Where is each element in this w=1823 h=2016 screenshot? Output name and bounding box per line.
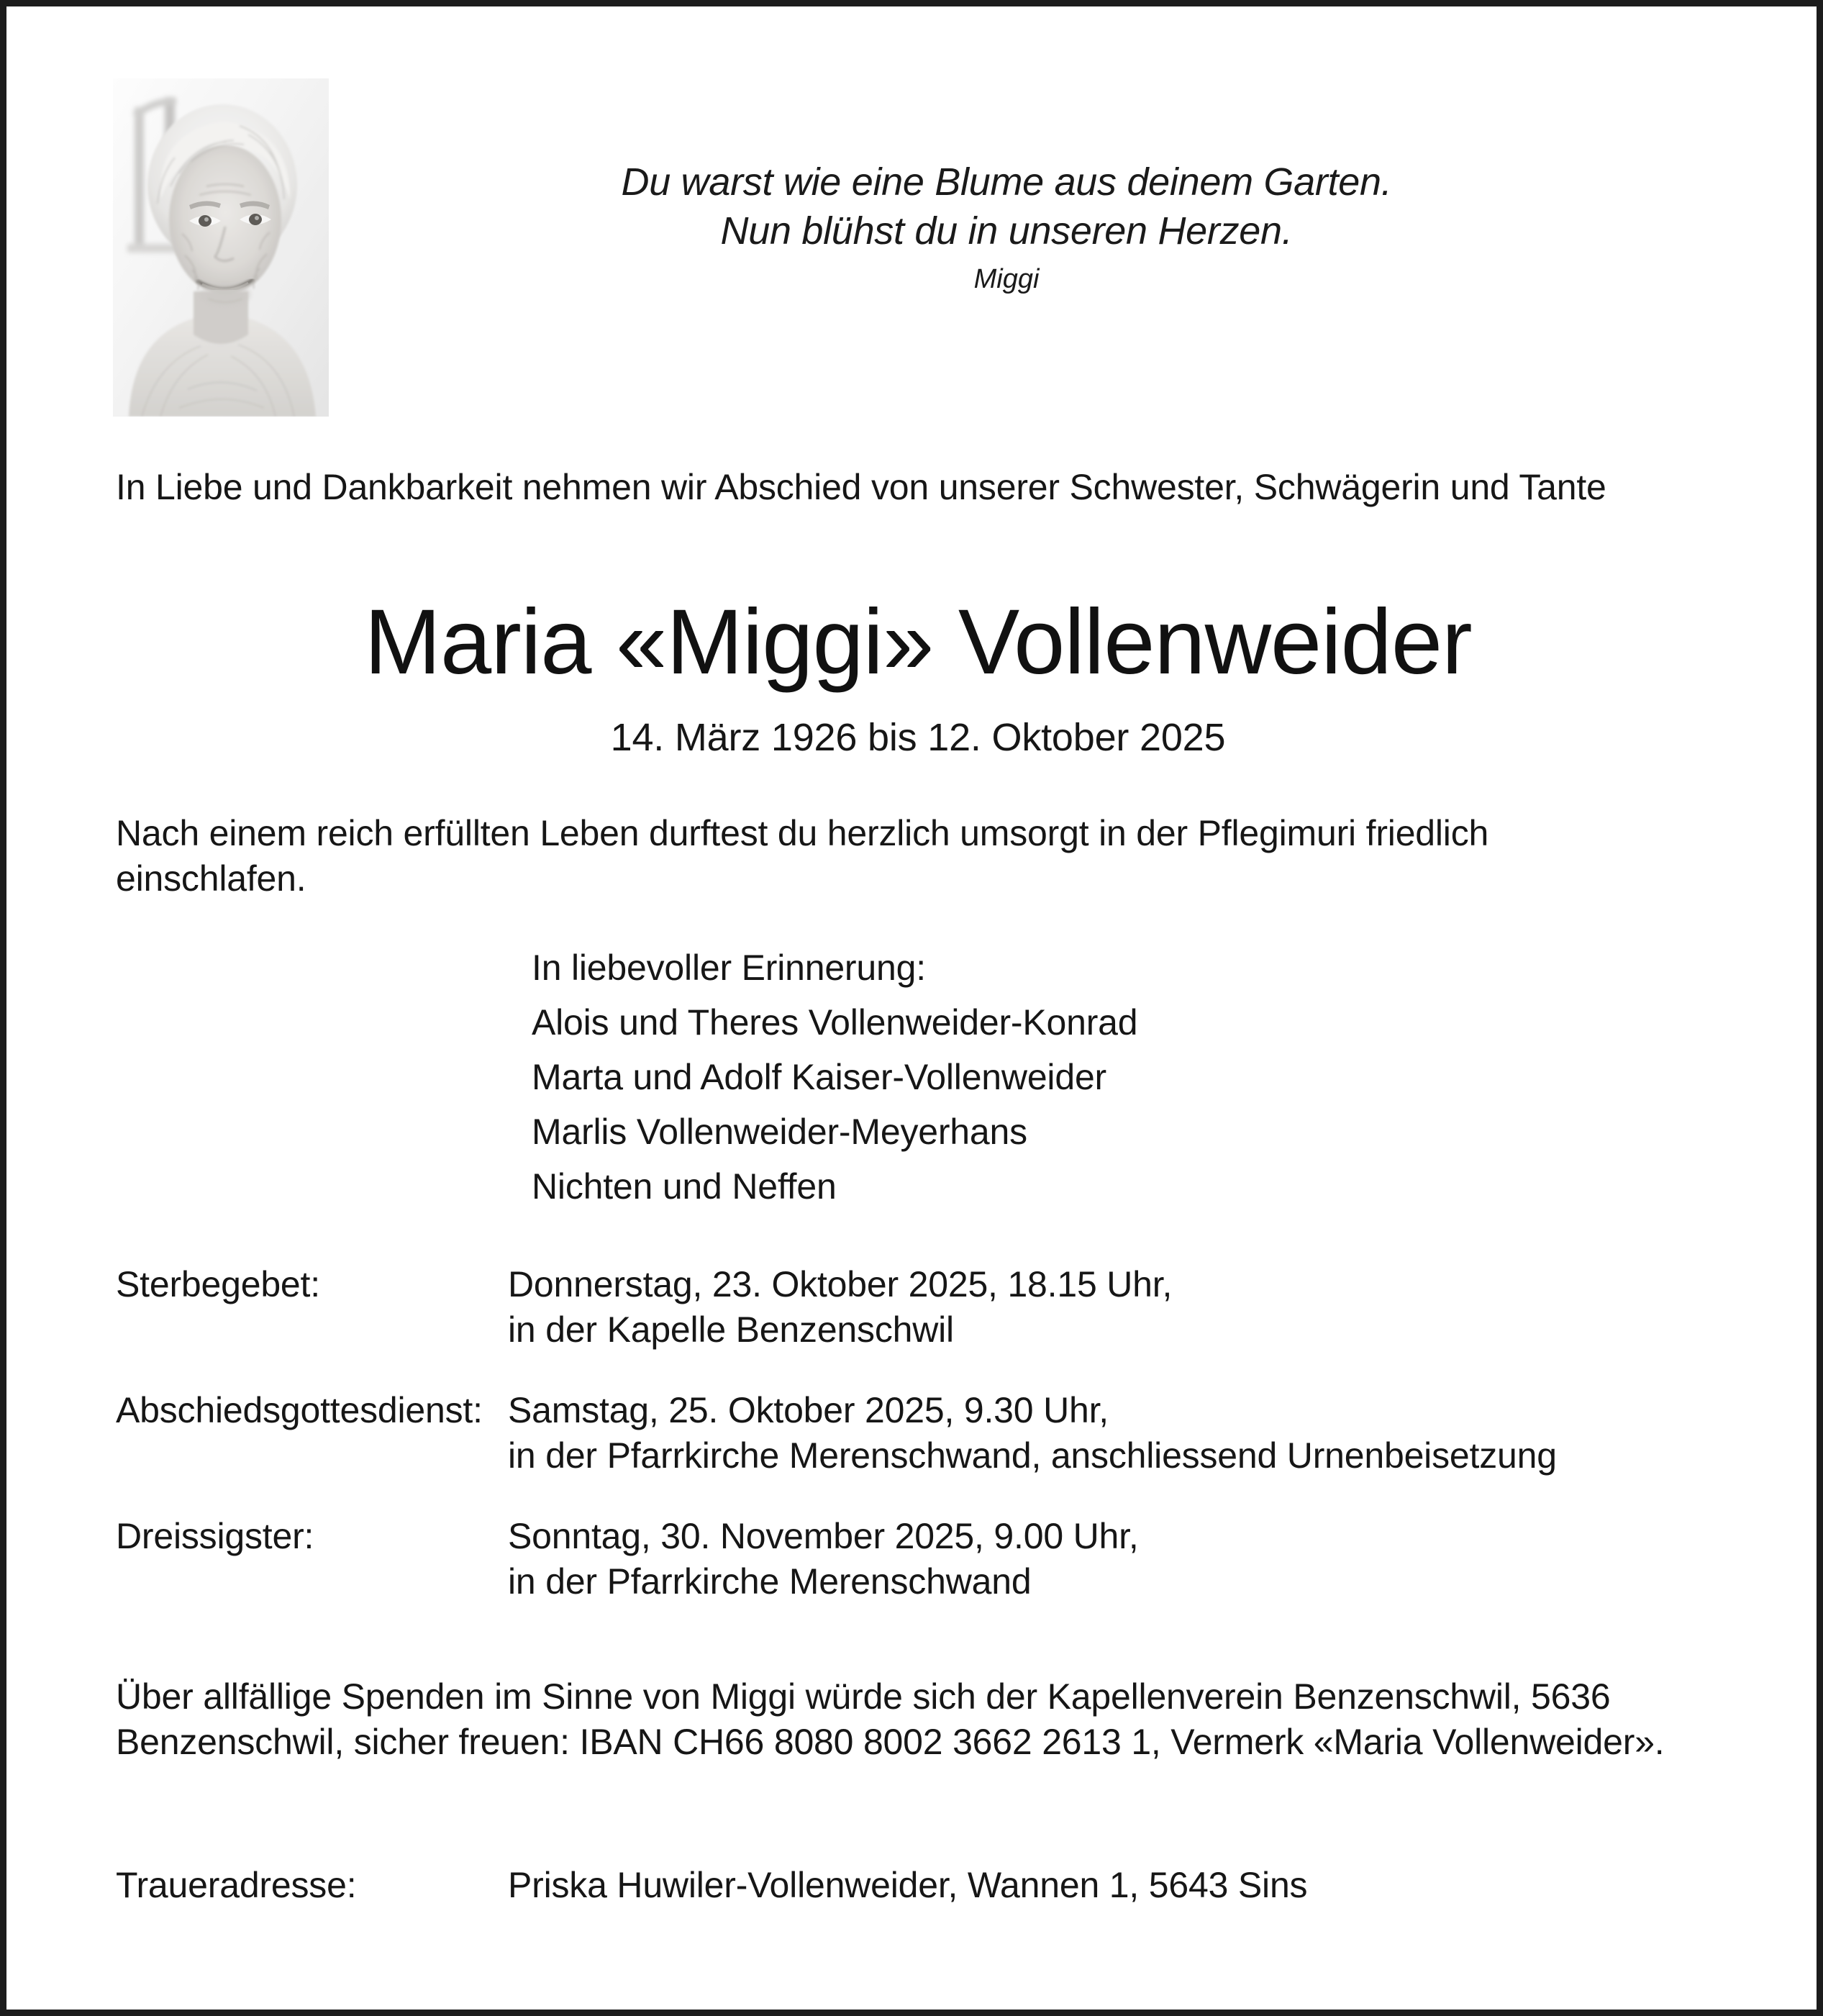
event-detail-line-2: in der Pfarrkirche Merenschwand, anschliessend Urnenbeisetzung bbox=[508, 1435, 1557, 1476]
event-detail-line-1: Donnerstag, 23. Oktober 2025, 18.15 Uhr, bbox=[508, 1264, 1173, 1304]
mourning-address-label: Traueradresse: bbox=[116, 1865, 357, 1905]
event-row bbox=[116, 1262, 1720, 1353]
family-member: Marlis Vollenweider-Meyerhans bbox=[532, 1112, 1027, 1152]
events-list bbox=[116, 1262, 1720, 1640]
event-detail-line-2: in der Kapelle Benzenschwil bbox=[508, 1309, 954, 1350]
deceased-dates: 14. März 1926 bis 12. Oktober 2025 bbox=[610, 716, 1226, 759]
verse-line-2: Nun blühst du in unseren Herzen. bbox=[720, 209, 1293, 253]
deceased-name: Maria «Miggi» Vollenweider bbox=[364, 591, 1472, 694]
donation-paragraph: Über allfällige Spenden im Sinne von Miggi würde sich der Kapellenverein Benzenschwil, 5636 Benzenschwil, sicher freuen: IBAN CH66 8080 8002 3662 2613 1, Vermerk «Maria Vollenweider». bbox=[116, 1676, 1665, 1762]
event-detail-line-1: Sonntag, 30. November 2025, 9.00 Uhr, bbox=[508, 1516, 1139, 1556]
memorial-verse bbox=[510, 158, 1503, 297]
family-heading: In liebevoller Erinnerung: bbox=[532, 948, 926, 988]
verse-line-1: Du warst wie eine Blume aus deinem Garten. bbox=[621, 160, 1392, 204]
event-row bbox=[116, 1514, 1720, 1604]
family-member: Alois und Theres Vollenweider-Konrad bbox=[532, 1002, 1138, 1043]
family-block bbox=[532, 940, 1683, 1214]
event-detail bbox=[508, 1514, 1720, 1604]
portrait-photo bbox=[113, 78, 329, 417]
passing-paragraph: Nach einem reich erfüllten Leben durftest du herzlich umsorgt in der Pflegimuri friedlich einschlafen. bbox=[116, 813, 1489, 899]
event-label: Abschiedsgottesdienst: bbox=[116, 1390, 483, 1430]
event-detail-line-1: Samstag, 25. Oktober 2025, 9.30 Uhr, bbox=[508, 1390, 1109, 1430]
event-label: Sterbegebet: bbox=[116, 1264, 320, 1304]
mourning-address-row bbox=[116, 1864, 1720, 1906]
intro-paragraph: In Liebe und Dankbarkeit nehmen wir Abschied von unserer Schwester, Schwägerin und Tante bbox=[116, 467, 1606, 507]
event-row bbox=[116, 1388, 1720, 1479]
event-detail bbox=[508, 1388, 1720, 1479]
event-detail-line-2: in der Pfarrkirche Merenschwand bbox=[508, 1561, 1032, 1602]
mourning-address-value: Priska Huwiler-Vollenweider, Wannen 1, 5643 Sins bbox=[508, 1865, 1308, 1905]
family-member: Nichten und Neffen bbox=[532, 1166, 837, 1207]
family-member: Marta und Adolf Kaiser-Vollenweider bbox=[532, 1057, 1107, 1097]
event-label: Dreissigster: bbox=[116, 1516, 314, 1556]
event-detail bbox=[508, 1262, 1720, 1353]
verse-attribution: Miggi bbox=[973, 264, 1040, 295]
notice-inner bbox=[6, 6, 1817, 2010]
